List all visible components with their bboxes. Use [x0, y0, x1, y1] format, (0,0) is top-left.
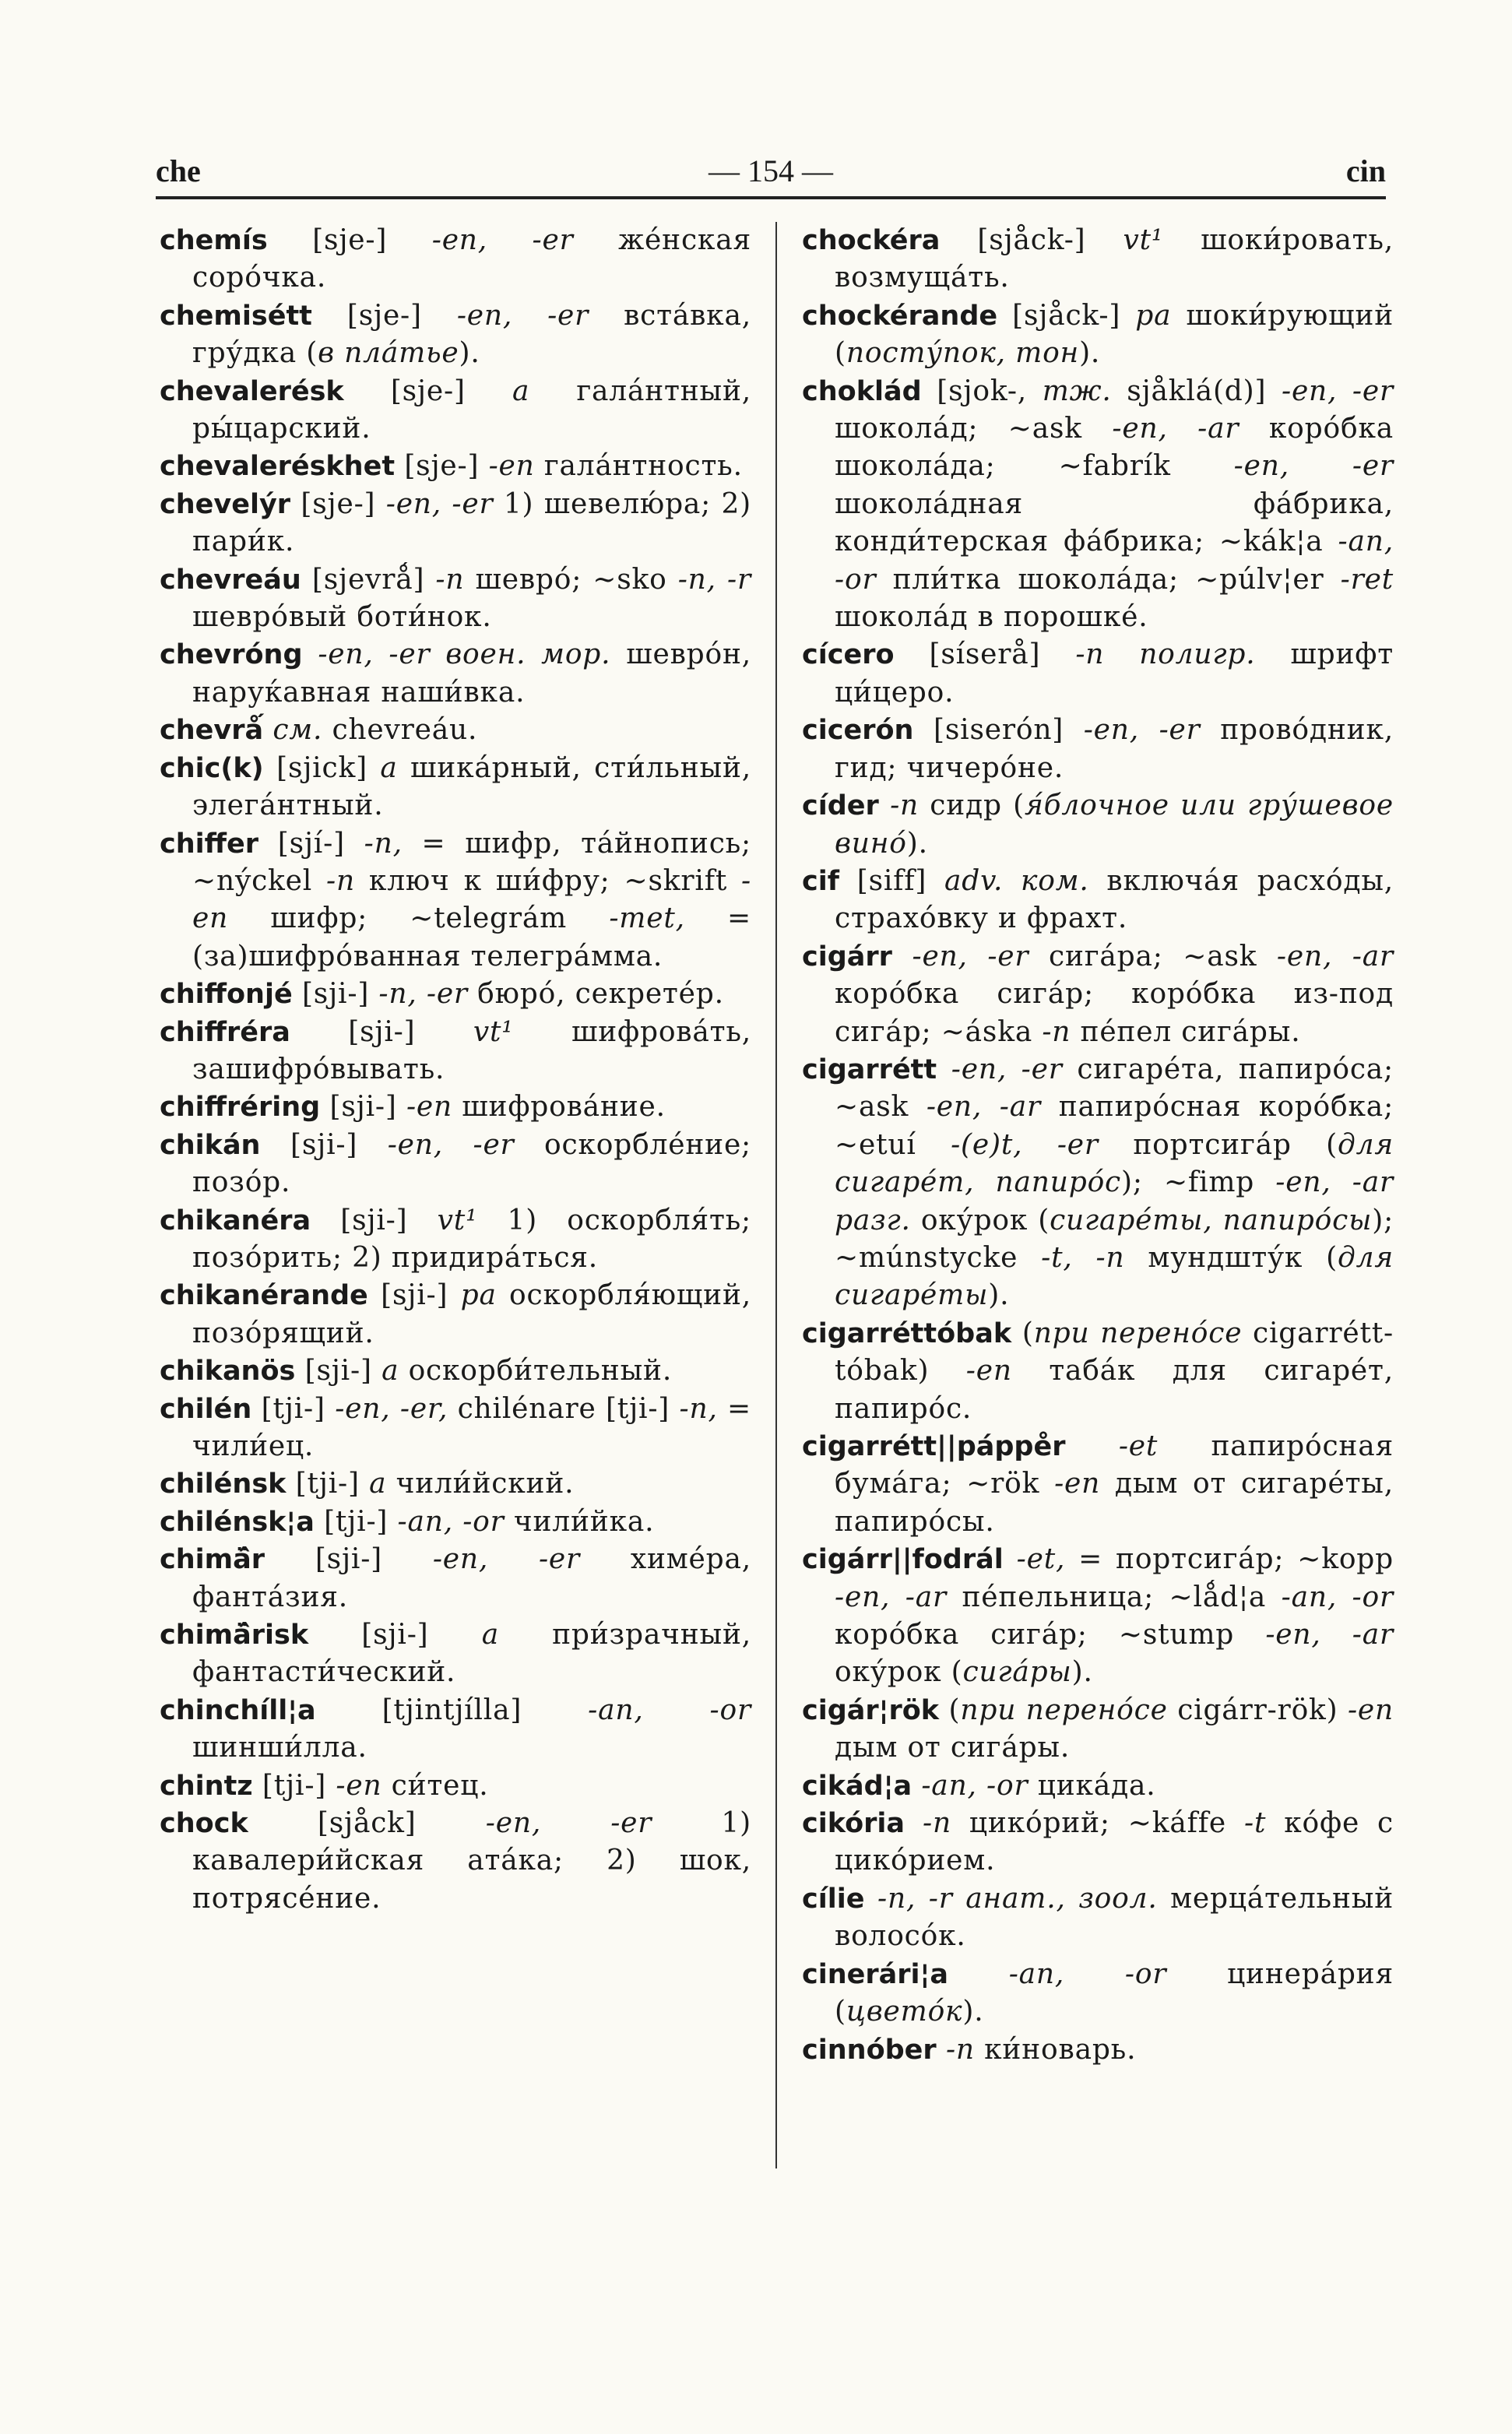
definition-text: = чили́ец.	[192, 1392, 752, 1462]
grammar-note: -en	[965, 1355, 1012, 1388]
grammar-note: -en	[488, 450, 535, 483]
dictionary-entry	[160, 1089, 751, 1126]
grammar-note: при перено́се	[960, 1694, 1168, 1726]
grammar-note: pa	[460, 1279, 497, 1312]
grammar-note: -n,	[364, 827, 403, 860]
grammar-note: -n	[435, 563, 465, 596]
headword: cigarréttóbak	[802, 1317, 1012, 1349]
grammar-note: см.	[273, 714, 323, 747]
headword: cíder	[802, 790, 879, 822]
grammar-note: для сигаре́ты	[835, 1241, 1394, 1312]
definition-text: шевро́вый боти́нок.	[192, 601, 492, 634]
definition-text: [sji-]	[308, 1619, 482, 1651]
dictionary-entry	[160, 1127, 751, 1202]
grammar-note: -en	[336, 1769, 382, 1802]
grammar-note: -en, -ar	[926, 1091, 1042, 1124]
headword: choklád	[802, 375, 922, 407]
grammar-note: -n	[1042, 1015, 1071, 1048]
dictionary-entry	[160, 448, 751, 485]
dictionary-entry	[160, 1692, 751, 1767]
definition-text: cigárr-rök)	[1167, 1694, 1348, 1726]
dictionary-entry	[160, 1277, 751, 1352]
dictionary-entry	[802, 222, 1394, 297]
grammar-note: -en, -ar разг.	[835, 1166, 1394, 1236]
definition-text: chevreáu.	[322, 714, 478, 747]
definition-text: шоки́ровать, возмуща́ть.	[835, 224, 1394, 294]
grammar-note: -en, -er	[431, 224, 574, 256]
grammar-note: -t, -n	[1041, 1241, 1125, 1274]
definition-text: цико́рий; ~káffe	[951, 1807, 1244, 1840]
headword: cícero	[802, 639, 895, 671]
definition-text: [tji-]	[252, 1769, 336, 1802]
definition-text: пли́тка шокола́да; ~púlv¦er	[876, 563, 1341, 596]
headword: chilén	[160, 1393, 252, 1425]
headword: chic(k)	[160, 752, 264, 784]
definition-text: [sjí-]	[258, 827, 364, 860]
grammar-note: a	[512, 375, 530, 407]
definition-text: химе́ра, фанта́зия.	[192, 1543, 751, 1613]
definition-text: ).	[906, 827, 928, 860]
grammar-note: -en, -er воен. мор.	[318, 638, 611, 671]
grammar-note: -et,	[1016, 1543, 1066, 1576]
definition-text: мерца́тельный волосо́к.	[835, 1882, 1394, 1953]
definition-text: [sji-]	[367, 1279, 461, 1312]
definition-text: [sjick]	[263, 751, 381, 784]
definition-text: (	[1011, 1317, 1034, 1349]
grammar-note: -en	[1347, 1694, 1394, 1726]
definition-text: шифр; ~telegrám	[228, 902, 610, 935]
definition-text: цинера́рия (	[835, 1957, 1394, 2028]
definition-text: ).	[459, 337, 480, 370]
dictionary-entry	[802, 863, 1394, 938]
definition-text	[303, 638, 318, 670]
headword: chevaleréskhet	[160, 451, 396, 483]
grammar-note: -t	[1243, 1807, 1267, 1840]
column-divider	[775, 222, 777, 2168]
definition-text: [siserón]	[913, 714, 1084, 747]
left-column	[160, 222, 751, 1918]
definition-text: (	[939, 1694, 961, 1726]
definition-text: пе́пел сига́ры.	[1071, 1015, 1301, 1048]
definition-text: коро́бка сига́р; коро́бка из-под сига́р; ~áska	[835, 978, 1394, 1048]
dictionary-entry	[160, 636, 751, 712]
grammar-note: -n	[326, 864, 355, 897]
grammar-note: vt¹	[437, 1204, 478, 1236]
definition-text: [sje-]	[311, 299, 457, 332]
definition-text: ).	[1071, 1656, 1093, 1689]
definition-text: пе́пельница; ~lǻd¦a	[947, 1581, 1282, 1613]
definition-text: [sjåck-]	[940, 224, 1123, 256]
definition-text: оку́рок (	[835, 1656, 963, 1689]
definition-text: шоки́рующий (	[835, 299, 1394, 370]
grammar-note: -an, -or	[1008, 1957, 1167, 1990]
definition-text: [síserå]	[894, 638, 1076, 671]
definition-text: шифрова́ние.	[452, 1091, 666, 1124]
definition-text: [tji-]	[286, 1468, 370, 1500]
grammar-note: сига́ры	[962, 1656, 1072, 1689]
definition-text: = (за)шифро́ванная телегра́мма.	[192, 902, 751, 973]
grammar-note: -en, -er,	[335, 1392, 448, 1425]
headword: chinchíll¦a	[160, 1694, 316, 1726]
definition-text: [sji-]	[292, 978, 379, 1011]
definition-text: [sji-]	[311, 1204, 438, 1236]
definition-text: оскорби́тельный.	[399, 1355, 673, 1388]
right-column	[802, 222, 1394, 2069]
dictionary-entry	[802, 1692, 1394, 1767]
headword: chevróng	[160, 639, 303, 671]
definition-text	[1065, 1430, 1118, 1462]
grammar-note: a	[382, 1355, 399, 1388]
dictionary-entry	[160, 222, 751, 297]
definition-text: оку́рок (	[910, 1204, 1050, 1236]
definition-text: папиро́сная коро́бка; ~etuí	[835, 1091, 1394, 1161]
dictionary-entry	[802, 1805, 1394, 1880]
dictionary-entry	[160, 561, 751, 637]
grammar-note: для сигаре́т, папиро́с	[835, 1128, 1394, 1199]
definition-text: [sji-]	[265, 1543, 433, 1576]
headword: chintz	[160, 1770, 253, 1802]
definition-text: шокола́д; ~ask	[835, 413, 1113, 445]
definition-text: [sji-]	[295, 1355, 382, 1388]
definition-text	[1004, 1543, 1017, 1575]
headword: cicerón	[802, 715, 914, 747]
definition-text: дым от сига́ры.	[835, 1732, 1071, 1764]
header-rule	[156, 196, 1386, 199]
dictionary-entry	[802, 1051, 1394, 1315]
grammar-note: -en	[1054, 1468, 1101, 1500]
headword: cigár¦rök	[802, 1694, 940, 1726]
grammar-note: a	[369, 1468, 387, 1500]
dictionary-entry	[802, 1541, 1394, 1692]
grammar-note: -n, -r	[677, 563, 751, 596]
headword: chikanéra	[160, 1205, 311, 1236]
definition-text: = портсига́р; ~kopp	[1065, 1543, 1394, 1576]
headword: cigárr	[802, 941, 892, 973]
header-right-guideword: cin	[1345, 153, 1386, 188]
grammar-note: a	[380, 751, 398, 784]
definition-text	[937, 2034, 946, 2066]
grammar-note: -n,	[679, 1392, 718, 1425]
grammar-note: -n	[945, 2033, 975, 2066]
header-left-guideword: che	[156, 153, 201, 188]
headword: chockéra	[802, 225, 941, 256]
definition-text: коро́бка шокола́да; ~fabrík	[835, 413, 1394, 483]
grammar-note: -en, -er	[387, 1128, 515, 1161]
dictionary-entry	[160, 1616, 751, 1692]
grammar-note: -en, -er	[485, 1807, 652, 1840]
dictionary-entry	[802, 2031, 1394, 2069]
headword: chikanérande	[160, 1280, 368, 1312]
grammar-note: -ret	[1340, 563, 1394, 596]
dictionary-entry	[802, 373, 1394, 637]
grammar-note: -en, -er	[432, 1543, 581, 1576]
dictionary-entry	[160, 1352, 751, 1390]
definition-text: шифрова́ть, зашифро́вывать.	[192, 1015, 751, 1085]
definition-text: си́тец.	[382, 1769, 489, 1802]
definition-text: [sje-]	[267, 224, 432, 256]
headword: chevelýr	[160, 488, 291, 520]
dictionary-entry	[802, 297, 1394, 373]
definition-text: дым от сигаре́ты, папиро́сы.	[835, 1468, 1394, 1538]
definition-text: чили́йский.	[386, 1468, 575, 1500]
definition-text: шика́рный, сти́льный, элега́нтный.	[192, 751, 751, 822]
definition-text: 1) оскорбля́ть; позо́рить; 2) придира́ться.	[192, 1204, 751, 1274]
definition-text: прово́дник, гид; чичеро́не.	[835, 714, 1394, 784]
headword: chilénsk¦a	[160, 1506, 315, 1538]
definition-text: шокола́дная фа́брика, конди́терская фа́брика; ~kák¦a	[835, 487, 1394, 558]
grammar-note: -met,	[609, 902, 685, 935]
definition-text: ключ к ши́фру; ~skrift	[354, 864, 742, 897]
grammar-note: pa	[1135, 299, 1172, 332]
definition-text: [tji-]	[251, 1392, 336, 1425]
definition-text: [siff]	[839, 864, 945, 897]
dictionary-entry	[802, 1956, 1394, 2031]
dictionary-entry	[160, 1805, 751, 1918]
definition-text: включа́я расхо́ды, страхо́вку и фрахт.	[835, 864, 1394, 935]
grammar-note: -n полигр.	[1075, 638, 1256, 671]
grammar-note: цвето́к	[846, 1996, 963, 2028]
definition-text: cigarrétt-tóbak)	[835, 1317, 1394, 1388]
definition-text: оскорбля́ющий, позо́рящий.	[192, 1279, 751, 1349]
definition-text: мундшту́к (	[1124, 1241, 1338, 1274]
dictionary-entry	[160, 373, 751, 448]
headword: chikán	[160, 1129, 261, 1161]
definition-text: = шифр, та́йнопись; ~nýckel	[192, 827, 751, 897]
grammar-note: -en, -er	[1233, 450, 1394, 483]
grammar-note: -en, -er	[912, 940, 1029, 973]
dictionary-entry	[160, 486, 751, 561]
headword: chevrǻ	[160, 715, 264, 747]
headword: chimä̂risk	[160, 1620, 309, 1651]
headword: chiffonjé	[160, 979, 293, 1011]
headword: chockérande	[802, 300, 998, 332]
grammar-note: -an, -or	[1281, 1581, 1394, 1613]
definition-text: вста́вка, гру́дка (	[192, 299, 751, 370]
grammar-note: -en, -er	[385, 487, 494, 520]
dictionary-entry	[160, 297, 751, 373]
dictionary-entry	[160, 1767, 751, 1805]
grammar-note: -en, -er	[951, 1053, 1063, 1085]
definition-text: [sjåck]	[248, 1807, 486, 1840]
definition-text: сидр (	[919, 790, 1025, 822]
definition-text: [sjok-,	[921, 375, 1043, 407]
headword: cikád¦a	[802, 1770, 912, 1802]
definition-text: chilénare [tji-]	[448, 1392, 680, 1425]
definition-text	[263, 714, 273, 746]
grammar-note: -en	[192, 864, 752, 935]
definition-text: [sji-]	[290, 1015, 473, 1048]
headword: chevreáu	[160, 564, 301, 596]
definition-text: 1) шевелю́ра; 2) пари́к.	[192, 487, 752, 558]
definition-text	[879, 790, 890, 821]
headword: chevalerésk	[160, 375, 344, 407]
definition-text: [sjåck-]	[997, 299, 1136, 332]
headword: chemís	[160, 225, 268, 256]
page-number: — 154 —	[709, 153, 833, 188]
grammar-note: -en, -ar	[1265, 1619, 1394, 1651]
grammar-note: -en, -er	[1083, 714, 1201, 747]
dictionary-entry	[160, 1541, 751, 1616]
grammar-note: -an, -or	[835, 526, 1394, 596]
grammar-note: тж.	[1042, 375, 1112, 407]
definition-text: [sji-]	[260, 1128, 388, 1161]
dictionary-entry	[802, 636, 1394, 712]
definition-text: [tji-]	[314, 1505, 398, 1538]
definition-text: гала́нтный, ры́царский.	[192, 375, 751, 445]
dictionary-entry	[160, 976, 751, 1013]
dictionary-entry	[802, 787, 1394, 863]
headword: cílie	[802, 1883, 865, 1915]
dictionary-entry	[802, 712, 1394, 787]
definition-text: при́зрачный, фантасти́ческий.	[192, 1619, 751, 1689]
headword: cigarrétt	[802, 1053, 937, 1085]
definition-text: таба́к для сигаре́т, папиро́с.	[835, 1355, 1394, 1425]
dictionary-entry	[802, 1315, 1394, 1428]
headword: cinnóber	[802, 2034, 937, 2066]
definition-text: чили́йка.	[504, 1505, 655, 1538]
definition-text: сига́ра; ~ask	[1029, 940, 1277, 973]
dictionary-entry	[802, 1767, 1394, 1805]
grammar-note: -an, -or	[588, 1694, 751, 1726]
dictionary-entry	[160, 750, 751, 825]
headword: chiffer	[160, 828, 259, 860]
definition-text	[948, 1958, 1009, 1990]
grammar-note: -an, -or	[397, 1505, 505, 1538]
definition-text: [sje-]	[290, 487, 386, 520]
definition-text: же́нская соро́чка.	[192, 224, 751, 294]
dictionary-entry	[160, 825, 751, 976]
headword: cigárr||fodrál	[802, 1544, 1004, 1576]
definition-text: шрифт ци́церо.	[835, 638, 1394, 709]
definition-text: бюро́, секрете́р.	[467, 978, 724, 1011]
definition-text: коро́бка сига́р; ~stump	[835, 1619, 1266, 1651]
grammar-note: -en, -ar	[1276, 940, 1394, 973]
definition-text: ).	[988, 1279, 1010, 1312]
definition-text	[892, 941, 912, 973]
headword: chilénsk	[160, 1468, 287, 1500]
headword: cigarrétt||páppe̊r	[802, 1431, 1066, 1462]
headword: chock	[160, 1808, 248, 1840]
page-header	[156, 153, 1386, 196]
definition-text	[905, 1807, 923, 1839]
headword: cinerári¦a	[802, 1958, 948, 1990]
grammar-note: vt¹	[473, 1015, 514, 1048]
definition-text	[912, 1770, 921, 1802]
grammar-note: -n	[890, 790, 920, 822]
headword: chikanös	[160, 1356, 296, 1388]
dictionary-entry	[160, 1202, 751, 1278]
dictionary-entry	[160, 1504, 751, 1541]
headword: cif	[802, 865, 839, 897]
dictionary-entry	[160, 712, 751, 749]
grammar-note: -en, -ar	[1112, 413, 1239, 445]
dictionary-entry	[802, 1428, 1394, 1541]
grammar-note: a	[481, 1619, 499, 1651]
definition-text: [sje-]	[395, 450, 489, 483]
grammar-note: -(e)t, -er	[951, 1128, 1099, 1161]
definition-text: [tjintjílla]	[315, 1694, 589, 1726]
definition-text: [sjevrǻ]	[301, 563, 436, 596]
grammar-note: я́блочное или гру́шевое вино́	[835, 790, 1394, 860]
definition-text: ); ~fimp	[1121, 1166, 1276, 1199]
grammar-note: посту́пок, тон	[846, 337, 1080, 370]
definition-text: ).	[962, 1996, 984, 2028]
grammar-note: -en, -er	[456, 299, 589, 332]
grammar-note: -n, -er	[378, 978, 468, 1011]
grammar-note: -an, -or	[921, 1769, 1029, 1802]
dictionary-entry	[160, 1391, 751, 1466]
grammar-note: -et	[1118, 1430, 1159, 1462]
headword: cikória	[802, 1808, 905, 1840]
headword: chiffréring	[160, 1092, 321, 1124]
dictionary-entry	[160, 1014, 751, 1089]
definition-text: оскорбле́ние; позо́р.	[192, 1128, 751, 1199]
definition-text: ); ~múnstycke	[835, 1204, 1394, 1274]
grammar-note: -en, -er	[1281, 375, 1394, 407]
definition-text: [sji-]	[320, 1091, 406, 1124]
definition-text: 1) кавалери́йская ата́ка; 2) шок, потрясе́ние.	[192, 1807, 751, 1915]
definition-text: сигаре́та, папиро́са; ~ask	[835, 1053, 1394, 1124]
definition-text: ки́новарь.	[974, 2033, 1137, 2066]
definition-text: [sje-]	[343, 375, 512, 407]
headword: chiffréra	[160, 1016, 290, 1048]
grammar-note: при перено́се	[1033, 1317, 1243, 1349]
definition-text: ).	[1079, 337, 1101, 370]
grammar-note: -en	[406, 1091, 453, 1124]
definition-text: ко́фе с цико́рием.	[835, 1807, 1394, 1877]
definition-text: шевро́; ~sko	[464, 563, 678, 596]
headword: chimä̂r	[160, 1544, 265, 1576]
definition-text: гала́нтность.	[534, 450, 743, 483]
dictionary-entry	[802, 938, 1394, 1051]
grammar-note: сигаре́ты, папиро́сы	[1050, 1204, 1373, 1236]
definition-text: цика́да.	[1028, 1769, 1156, 1802]
grammar-note: -en, -ar	[835, 1581, 948, 1613]
definition-text: sjåklá(d)]	[1111, 375, 1282, 407]
definition-text: шокола́д в порошке́.	[835, 601, 1148, 634]
grammar-note: adv. ком.	[944, 864, 1089, 897]
dictionary-entry	[160, 1465, 751, 1503]
definition-text	[864, 1883, 877, 1915]
headword: chemisétt	[160, 300, 312, 332]
definition-text: папиро́сная бума́га; ~rök	[835, 1430, 1394, 1500]
definition-text: шинши́лла.	[192, 1732, 367, 1764]
grammar-note: в пла́тье	[318, 337, 459, 370]
definition-text: шевро́н, наруќавная наши́вка.	[192, 638, 752, 709]
dictionary-entry	[802, 1880, 1394, 1956]
grammar-note: -n	[923, 1807, 951, 1840]
grammar-note: -n, -r анат., зоол.	[877, 1882, 1158, 1915]
grammar-note: vt¹	[1123, 224, 1164, 256]
definition-text	[937, 1053, 951, 1085]
definition-text: портсига́р (	[1098, 1128, 1338, 1161]
